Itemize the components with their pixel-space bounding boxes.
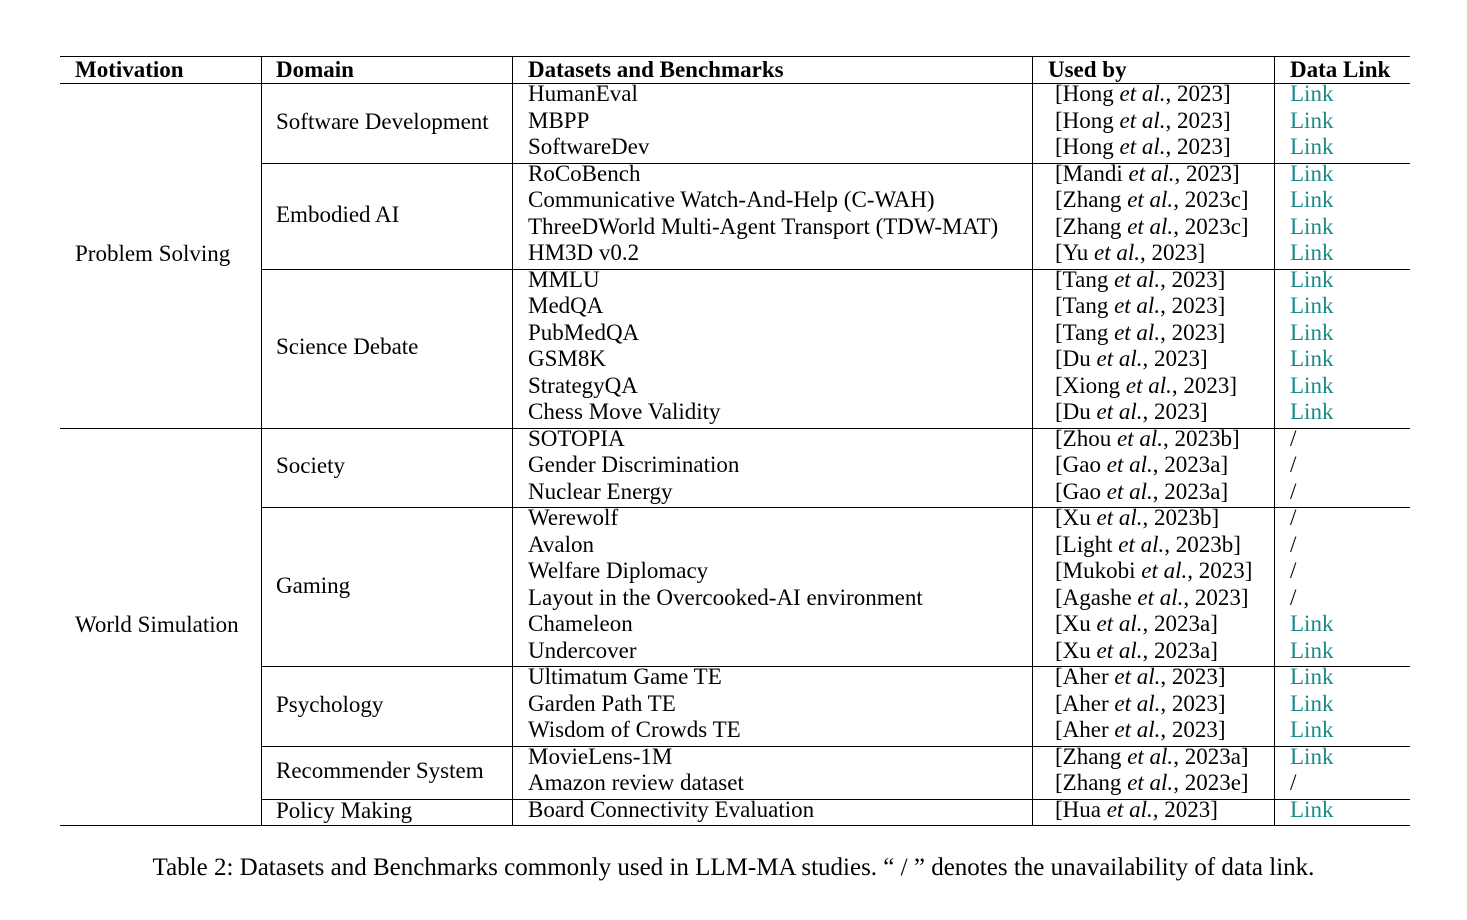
- no-link-slash: /: [1290, 452, 1297, 477]
- citation-year: 2023a: [1154, 611, 1211, 636]
- used-by-citation: [Gao et al., 2023a]: [1055, 452, 1229, 477]
- citation-year: 2023c: [1184, 187, 1241, 212]
- domain-label: Gaming: [276, 572, 351, 598]
- no-link-slash: /: [1290, 770, 1297, 795]
- used-by-citation: [Zhang et al., 2023e]: [1055, 770, 1249, 795]
- citation-year: 2023b: [1175, 531, 1234, 557]
- dataset-name: MBPP: [528, 107, 590, 133]
- citation-author: Gao: [1062, 452, 1101, 477]
- data-link[interactable]: Link: [1290, 664, 1334, 689]
- citation-etal: et al.: [1093, 240, 1140, 265]
- dataset-name: SoftwareDev: [528, 134, 650, 159]
- citation-etal: et al.: [1118, 531, 1165, 557]
- used-by-citation: [Xu et al., 2023b]: [1055, 505, 1220, 530]
- citation-author: Hong: [1062, 107, 1114, 133]
- citation-author: Zhang: [1062, 187, 1122, 212]
- dataset-name: MMLU: [528, 266, 600, 292]
- citation-etal: et al.: [1127, 770, 1174, 795]
- citation-etal: et al.: [1114, 293, 1161, 318]
- dataset-name: RoCoBench: [528, 160, 641, 186]
- citation-year: 2023: [1171, 717, 1218, 742]
- motivation-label: World Simulation: [75, 612, 239, 638]
- used-by-citation: [Zhang et al., 2023c]: [1055, 187, 1249, 212]
- dataset-name: Chess Move Validity: [528, 399, 721, 424]
- dataset-name: MovieLens-1M: [528, 743, 673, 769]
- citation-year: 2023a: [1184, 743, 1241, 769]
- used-by-citation: [Du et al., 2023]: [1055, 346, 1208, 371]
- citation-author: Zhang: [1062, 770, 1122, 795]
- header-used-by: Used by: [1048, 57, 1127, 82]
- used-by-citation: [Du et al., 2023]: [1055, 399, 1208, 424]
- used-by-citation: [Aher et al., 2023]: [1055, 664, 1226, 689]
- data-link[interactable]: Link: [1290, 81, 1334, 106]
- column-separator: [1274, 56, 1275, 825]
- domain-label: Policy Making: [276, 797, 413, 823]
- no-link-slash: /: [1290, 584, 1297, 610]
- domain-label: Recommender System: [276, 758, 484, 783]
- citation-author: Xu: [1062, 611, 1091, 636]
- citation-author: Mukobi: [1062, 558, 1136, 583]
- used-by-citation: [Tang et al., 2023]: [1055, 293, 1226, 318]
- dataset-name: SOTOPIA: [528, 425, 625, 451]
- dataset-name: MedQA: [528, 293, 604, 318]
- citation-year: 2023: [1171, 293, 1218, 318]
- citation-year: 2023a: [1164, 452, 1221, 477]
- used-by-citation: [Hong et al., 2023]: [1055, 107, 1231, 133]
- domain-separator: [261, 269, 1410, 270]
- citation-etal: et al.: [1127, 213, 1174, 239]
- used-by-citation: [Light et al., 2023b]: [1055, 531, 1241, 557]
- dataset-name: Garden Path TE: [528, 690, 676, 716]
- citation-year: 2023: [1164, 796, 1211, 822]
- dataset-name: Wisdom of Crowds TE: [528, 717, 741, 742]
- citation-author: Gao: [1062, 478, 1101, 504]
- data-link[interactable]: Link: [1290, 240, 1334, 265]
- citation-etal: et al.: [1096, 399, 1143, 424]
- citation-author: Aher: [1062, 690, 1109, 716]
- citation-year: 2023: [1177, 107, 1224, 133]
- dataset-name: Avalon: [528, 531, 595, 557]
- citation-etal: et al.: [1096, 611, 1143, 636]
- citation-author: Tang: [1062, 293, 1109, 318]
- header-data-link: Data Link: [1290, 57, 1391, 82]
- citation-year: 2023: [1154, 399, 1201, 424]
- used-by-citation: [Aher et al., 2023]: [1055, 717, 1226, 742]
- dataset-name: StrategyQA: [528, 372, 638, 398]
- motivation-label: Problem Solving: [75, 241, 231, 267]
- dataset-name: Undercover: [528, 637, 637, 663]
- citation-year: 2023: [1177, 81, 1224, 106]
- citation-etal: et al.: [1119, 107, 1166, 133]
- citation-etal: et al.: [1125, 372, 1172, 398]
- dataset-name: GSM8K: [528, 346, 606, 371]
- dataset-name: HM3D v0.2: [528, 240, 640, 265]
- citation-year: 2023: [1194, 584, 1241, 610]
- bottom-rule: [60, 825, 1410, 826]
- citation-etal: et al.: [1127, 743, 1174, 769]
- column-separator: [261, 56, 262, 825]
- citation-year: 2023: [1171, 664, 1218, 689]
- data-link[interactable]: Link: [1290, 187, 1334, 212]
- used-by-citation: [Yu et al., 2023]: [1055, 240, 1206, 265]
- citation-etal: et al.: [1116, 425, 1163, 451]
- used-by-citation: [Hong et al., 2023]: [1055, 81, 1231, 106]
- no-link-slash: /: [1290, 425, 1297, 451]
- no-link-slash: /: [1290, 558, 1297, 583]
- citation-year: 2023e: [1184, 770, 1241, 795]
- citation-etal: et al.: [1106, 452, 1153, 477]
- header-domain: Domain: [276, 57, 354, 82]
- citation-author: Xu: [1062, 505, 1091, 530]
- header-motivation: Motivation: [75, 57, 184, 82]
- column-separator: [1032, 56, 1033, 825]
- domain-label: Software Development: [276, 108, 489, 134]
- header-datasets: Datasets and Benchmarks: [528, 57, 784, 82]
- citation-year: 2023c: [1184, 213, 1241, 239]
- citation-author: Xu: [1062, 637, 1091, 663]
- citation-author: Hong: [1062, 134, 1114, 159]
- citation-year: 2023: [1171, 319, 1218, 345]
- dataset-name: Board Connectivity Evaluation: [528, 796, 815, 822]
- used-by-citation: [Agashe et al., 2023]: [1055, 584, 1249, 610]
- data-link[interactable]: Link: [1290, 611, 1334, 636]
- citation-author: Tang: [1062, 266, 1109, 292]
- citation-etal: et al.: [1096, 637, 1143, 663]
- citation-year: 2023: [1185, 160, 1232, 186]
- used-by-citation: [Xu et al., 2023a]: [1055, 611, 1218, 636]
- citation-author: Mandi: [1062, 160, 1123, 186]
- dataset-name: Communicative Watch-And-Help (C-WAH): [528, 187, 935, 212]
- domain-label: Science Debate: [276, 334, 419, 359]
- citation-year: 2023a: [1154, 637, 1211, 663]
- citation-author: Tang: [1062, 319, 1109, 345]
- data-link[interactable]: Link: [1290, 796, 1334, 822]
- dataset-name: Layout in the Overcooked-AI environment: [528, 584, 923, 610]
- citation-author: Xiong: [1062, 372, 1121, 398]
- citation-author: Zhang: [1062, 743, 1122, 769]
- data-link[interactable]: Link: [1290, 107, 1334, 133]
- used-by-citation: [Xiong et al., 2023]: [1055, 372, 1238, 398]
- citation-author: Du: [1062, 399, 1091, 424]
- citation-etal: et al.: [1119, 134, 1166, 159]
- citation-year: 2023: [1198, 558, 1245, 583]
- dataset-name: ThreeDWorld Multi-Agent Transport (TDW-MAT): [528, 213, 999, 239]
- citation-author: Zhang: [1062, 213, 1122, 239]
- data-link[interactable]: Link: [1290, 319, 1334, 345]
- data-link[interactable]: Link: [1290, 266, 1334, 292]
- citation-year: 2023b: [1154, 505, 1212, 530]
- dataset-name: HumanEval: [528, 81, 638, 106]
- dataset-name: Amazon review dataset: [528, 770, 744, 795]
- citation-etal: et al.: [1114, 690, 1161, 716]
- data-link[interactable]: Link: [1290, 743, 1334, 769]
- used-by-citation: [Xu et al., 2023a]: [1055, 637, 1218, 663]
- citation-etal: et al.: [1141, 558, 1188, 583]
- used-by-citation: [Zhang et al., 2023a]: [1055, 743, 1249, 769]
- dataset-name: Werewolf: [528, 505, 619, 530]
- citation-etal: et al.: [1114, 664, 1161, 689]
- used-by-citation: [Mukobi et al., 2023]: [1055, 558, 1253, 583]
- no-link-slash: /: [1290, 531, 1297, 557]
- citation-author: Hua: [1062, 796, 1101, 822]
- citation-year: 2023: [1177, 134, 1224, 159]
- citation-year: 2023: [1171, 690, 1218, 716]
- dataset-name: Chameleon: [528, 611, 633, 636]
- dataset-name: PubMedQA: [528, 319, 640, 345]
- dataset-name: Nuclear Energy: [528, 478, 673, 504]
- used-by-citation: [Hua et al., 2023]: [1055, 796, 1218, 822]
- data-link[interactable]: Link: [1290, 637, 1334, 663]
- citation-etal: et al.: [1096, 346, 1143, 371]
- no-link-slash: /: [1290, 478, 1297, 504]
- citation-author: Light: [1062, 531, 1113, 557]
- data-link[interactable]: Link: [1290, 213, 1334, 239]
- citation-year: 2023: [1154, 346, 1201, 371]
- citation-etal: et al.: [1106, 478, 1153, 504]
- data-link[interactable]: Link: [1290, 346, 1334, 371]
- citation-year: 2023b: [1174, 425, 1232, 451]
- used-by-citation: [Hong et al., 2023]: [1055, 134, 1231, 159]
- citation-year: 2023: [1171, 266, 1218, 292]
- citation-author: Du: [1062, 346, 1091, 371]
- domain-separator: [261, 799, 1410, 800]
- used-by-citation: [Zhang et al., 2023c]: [1055, 213, 1249, 239]
- data-link[interactable]: Link: [1290, 134, 1334, 159]
- used-by-citation: [Tang et al., 2023]: [1055, 319, 1226, 345]
- dataset-name: Welfare Diplomacy: [528, 558, 709, 583]
- used-by-citation: [Mandi et al., 2023]: [1055, 160, 1240, 186]
- data-link[interactable]: Link: [1290, 717, 1334, 742]
- dataset-name: Ultimatum Game TE: [528, 664, 722, 689]
- domain-separator: [261, 507, 1410, 508]
- data-link[interactable]: Link: [1290, 690, 1334, 716]
- citation-etal: et al.: [1114, 717, 1161, 742]
- citation-author: Aher: [1062, 664, 1109, 689]
- citation-author: Hong: [1062, 81, 1114, 106]
- citation-etal: et al.: [1114, 319, 1161, 345]
- data-link[interactable]: Link: [1290, 160, 1334, 186]
- citation-etal: et al.: [1127, 187, 1174, 212]
- data-link[interactable]: Link: [1290, 399, 1334, 424]
- domain-separator: [261, 666, 1410, 667]
- domain-label: Society: [276, 453, 345, 479]
- used-by-citation: [Zhou et al., 2023b]: [1055, 425, 1240, 451]
- used-by-citation: [Aher et al., 2023]: [1055, 690, 1226, 716]
- data-link[interactable]: Link: [1290, 293, 1334, 318]
- domain-label: Psychology: [276, 691, 384, 717]
- citation-etal: et al.: [1114, 266, 1161, 292]
- column-separator: [512, 56, 513, 825]
- citation-author: Aher: [1062, 717, 1109, 742]
- top-rule: [60, 56, 1410, 57]
- citation-author: Agashe: [1062, 584, 1132, 610]
- citation-author: Yu: [1062, 240, 1089, 265]
- citation-etal: et al.: [1128, 160, 1175, 186]
- citation-etal: et al.: [1106, 796, 1153, 822]
- table-caption: Table 2: Datasets and Benchmarks commonly used in LLM-MA studies. “ / ” denotes the unavailability of data link.: [152, 854, 1315, 881]
- citation-etal: et al.: [1096, 505, 1143, 530]
- dataset-name: Gender Discrimination: [528, 452, 740, 477]
- citation-etal: et al.: [1137, 584, 1184, 610]
- domain-label: Embodied AI: [276, 201, 400, 227]
- used-by-citation: [Gao et al., 2023a]: [1055, 478, 1229, 504]
- citation-year: 2023: [1151, 240, 1198, 265]
- used-by-citation: [Tang et al., 2023]: [1055, 266, 1226, 292]
- citation-etal: et al.: [1119, 81, 1166, 106]
- no-link-slash: /: [1290, 505, 1297, 530]
- citation-author: Zhou: [1062, 425, 1112, 451]
- data-link[interactable]: Link: [1290, 372, 1334, 398]
- citation-year: 2023a: [1164, 478, 1221, 504]
- citation-year: 2023: [1183, 372, 1230, 398]
